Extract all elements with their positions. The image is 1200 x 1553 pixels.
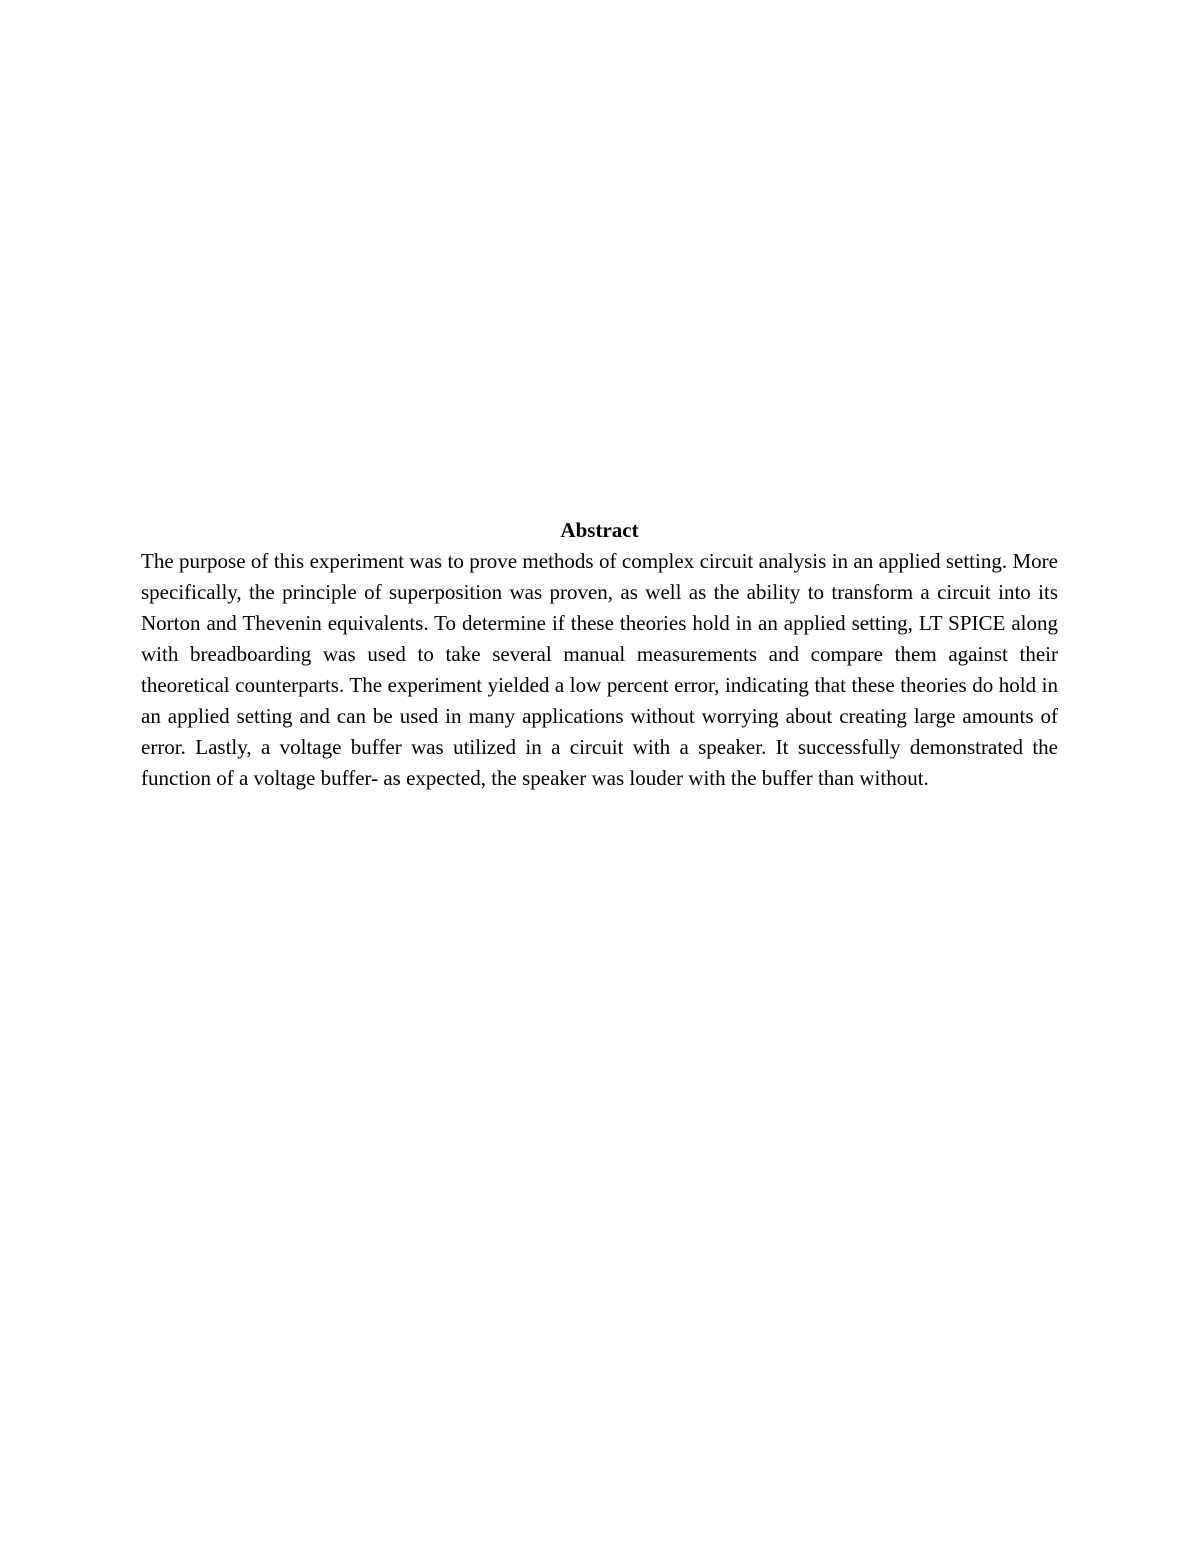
abstract-body: The purpose of this experiment was to prove methods of complex circuit analysis in an applied setting. More specifically, the principle of superposition was proven, as well as the ability to transform a circuit into its Norton and Thevenin equivalents. To determine if these theories hold in an applied setting, LT SPICE along with breadboarding was used to take several manual measurements and compare them against their theoretical counterparts. The experiment yielded a low percent error, indicating that these theories do hold in an applied setting and can be used in many applications without worrying about creating large amounts of error. Lastly, a voltage buffer was utilized in a circuit with a speaker. It successfully demonstrated the function of a voltage buffer- as expected, the speaker was louder with the buffer than without. bbox=[141, 549, 1058, 790]
abstract-heading: Abstract bbox=[560, 518, 639, 542]
abstract-section bbox=[141, 515, 1058, 794]
